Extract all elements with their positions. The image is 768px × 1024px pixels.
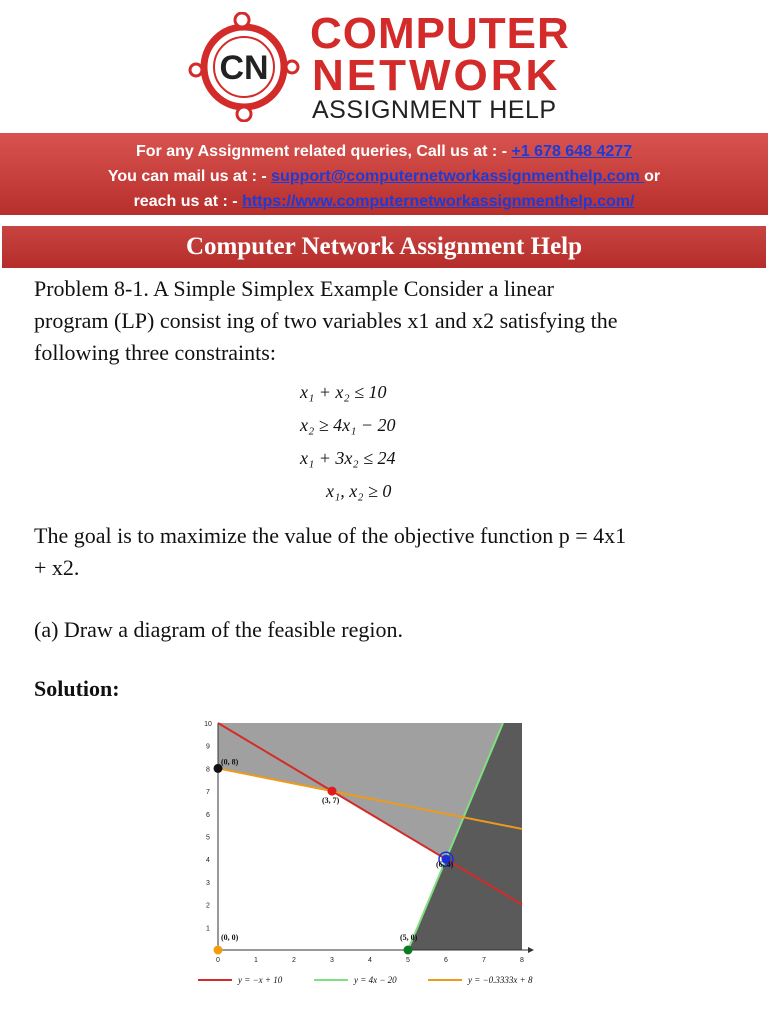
phone-link[interactable]: +1 678 648 4277 [511,143,633,160]
x-tick-label: 0 [216,957,220,964]
legend-label: y = −x + 10 [238,975,283,985]
y-tick-label: 6 [206,811,210,819]
y-tick-label: 9 [206,743,210,751]
point-label: (0, 8) [221,757,239,767]
data-point [214,946,223,955]
x-tick-label: 7 [482,957,486,964]
problem-statement: Problem 8-1. A Simple Simplex Example Consider a linear program (LP) consist ing of two variables x1 and x2 satisfying the following three constraints: [34,276,618,365]
x-tick-label: 8 [520,957,524,964]
constraint-3: x₁ + 3x₂ ≤ 24 [300,448,396,468]
y-tick-label: 7 [206,789,210,797]
x-tick-label: 2 [292,957,296,964]
y-tick-label: 1 [206,925,210,933]
solution-label: Solution: [34,676,120,701]
brand-name-line1: COMPUTER [310,9,570,58]
data-point [404,946,413,955]
y-tick-label: 10 [204,721,212,728]
goal-statement: The goal is to maximize the value of the objective function p = 4x1 + x2. [34,523,627,580]
x-tick-label: 5 [406,957,410,964]
y-tick-label: 3 [206,879,210,887]
data-point [328,787,337,796]
contact-banner [0,133,768,215]
point-label: (6, 4) [436,860,454,870]
cn-logo-icon [184,12,304,122]
mail-line: You can mail us at : - support@computernetworkassignmenthelp.com or [107,168,661,185]
x-tick-label: 3 [330,957,334,964]
y-tick-label: 4 [206,857,210,865]
legend-label: y = 4x − 20 [354,975,397,985]
constraint-1: x₁ + x₂ ≤ 10 [300,382,387,402]
point-label: (5, 0) [400,933,418,942]
brand-tagline: ASSIGNMENT HELP [312,96,557,124]
brand-name-line2: NETWORK [312,51,561,100]
constraint-4: x₁, x₂ ≥ 0 [326,481,392,501]
part-a: (a) Draw a diagram of the feasible region. [34,617,403,642]
call-line: For any Assignment related queries, Call us at : - +1 678 648 4277 [135,143,633,160]
legend-label: y = −0.3333x + 8 [468,975,533,985]
y-tick-label: 2 [206,902,210,910]
y-tick-label: 5 [206,834,210,842]
reach-line: reach us at : - https://www.computernetworkassignmenthelp.com/ [133,193,635,210]
constraint-2: x₂ ≥ 4x₁ − 20 [300,415,396,435]
svg-text:CN: CN [219,49,269,87]
point-label: (3, 7) [322,796,340,806]
website-link[interactable]: https://www.computernetworkassignmenthelp.com/ [242,193,635,210]
x-tick-label: 1 [254,957,258,964]
header [0,0,768,130]
x-tick-label: 6 [444,957,448,964]
feasible-region-chart [190,715,550,990]
x-tick-label: 4 [368,957,372,964]
y-tick-label: 8 [206,766,210,774]
x-axis-arrow [528,947,534,953]
point-label: (0, 0) [221,933,239,942]
page-title: Computer Network Assignment Help [2,226,766,268]
email-link[interactable]: support@computernetworkassignmenthelp.com [271,168,645,185]
